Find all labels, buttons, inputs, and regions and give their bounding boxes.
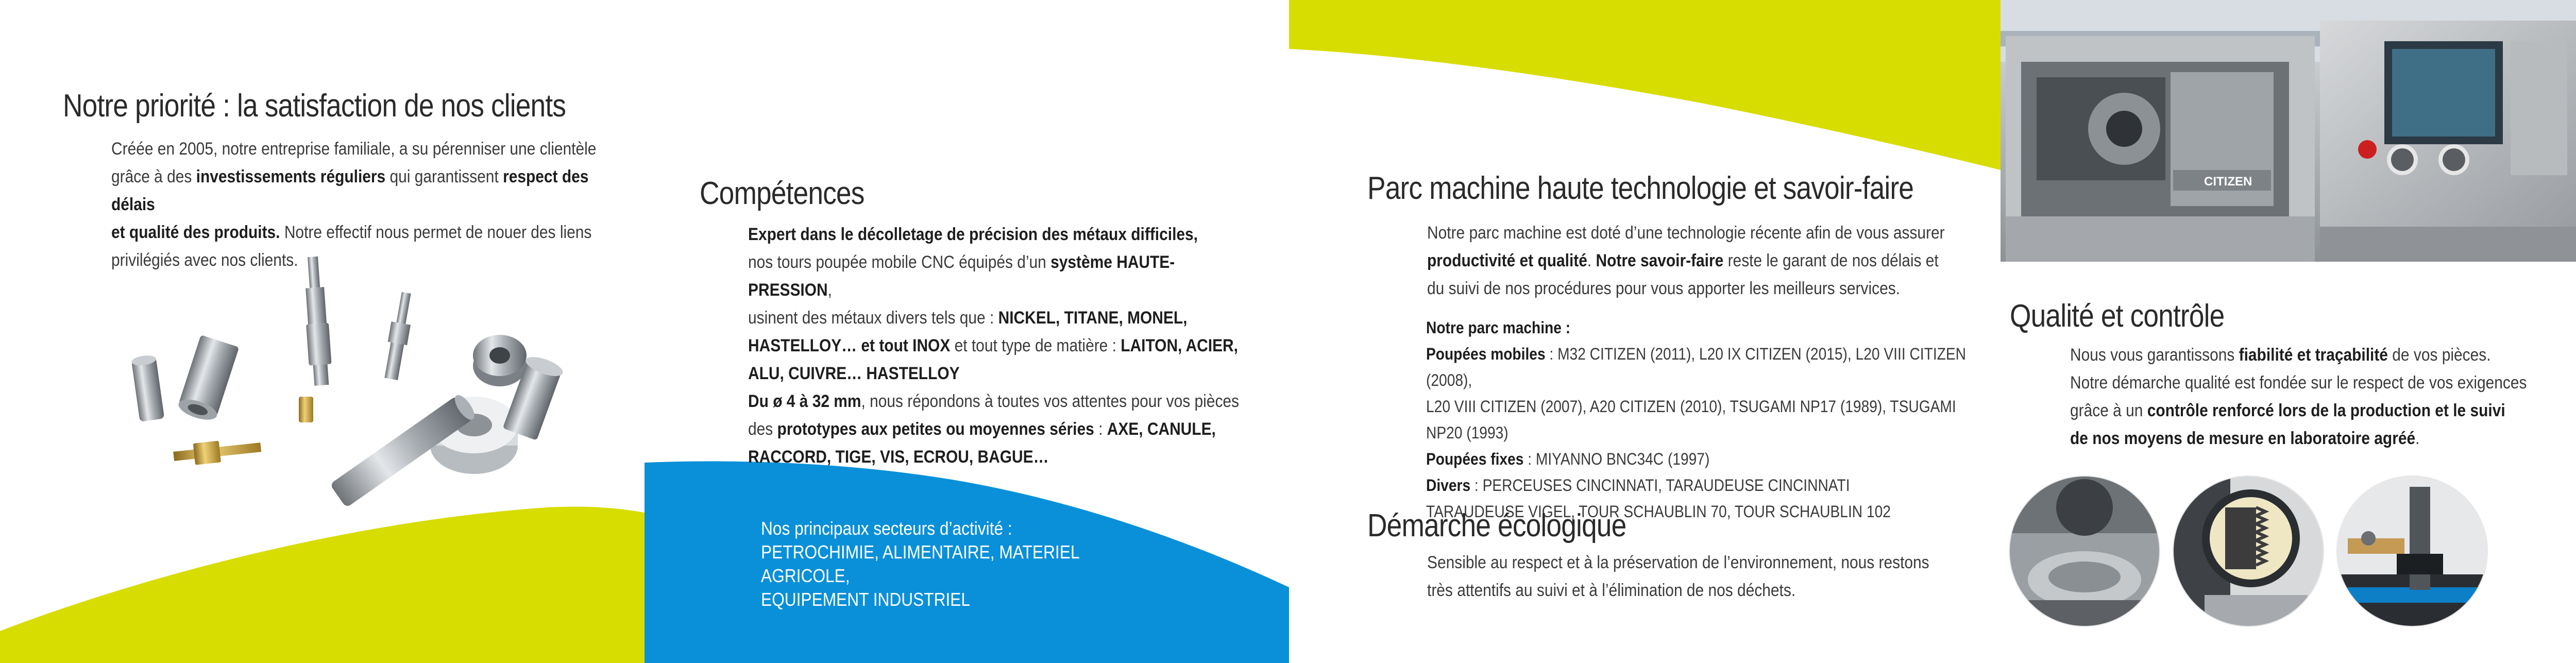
priority-text-run: et qualité des produits. bbox=[111, 223, 280, 242]
quality-text-run: de vos pièces. bbox=[2387, 345, 2491, 365]
skills-line bbox=[748, 304, 1256, 332]
ecology-title: Démarche écologique bbox=[1367, 508, 1626, 543]
panel-quality bbox=[2001, 0, 2576, 663]
quality-text-run: contrôle renforcé lors de la production et le suivi bbox=[2147, 401, 2505, 420]
machines-intro-text-run: reste le garant de nos délais et bbox=[1723, 251, 1939, 270]
ecology-text-run: Sensible au respect et à la préservation de l’environnement, nous restons bbox=[1427, 553, 1929, 572]
machines-intro-text-run: . bbox=[1587, 251, 1596, 270]
quality-text-run: de nos moyens de mesure en laboratoire agréé bbox=[2070, 429, 2416, 448]
machines-intro bbox=[1427, 219, 1962, 302]
priority-text-run: privilégiés avec nos clients. bbox=[111, 250, 298, 270]
priority-text-run: Notre effectif nous permet de nouer des liens bbox=[280, 223, 592, 242]
machine-park-line bbox=[1426, 394, 1993, 446]
ecology-line bbox=[1427, 576, 1962, 604]
machine-park-text-run: Notre parc machine : bbox=[1426, 318, 1571, 337]
priority-line bbox=[111, 135, 628, 163]
skills-text-run: Du ø 4 à 32 mm bbox=[748, 392, 861, 411]
sectors-line-1: PETROCHIMIE, ALIMENTAIRE, MATERIEL AGRICOLE, bbox=[761, 541, 1079, 586]
machines-intro-line bbox=[1427, 247, 1962, 275]
ecology-text-run: très attentifs au suivi et à l’élimination de nos déchets. bbox=[1427, 581, 1796, 600]
skills-text-run: des bbox=[748, 419, 777, 439]
machine-park-text-run: Poupées fixes bbox=[1426, 450, 1524, 468]
sectors-heading: Nos principaux secteurs d’activité : bbox=[761, 518, 1012, 539]
priority-line bbox=[111, 163, 628, 218]
machine-park-text-run: Poupées mobiles bbox=[1426, 345, 1546, 363]
skills-text-run: Expert dans le décolletage de précision des métaux difficiles, bbox=[748, 225, 1198, 244]
machines-intro-text-run: Notre savoir-faire bbox=[1596, 251, 1724, 270]
ecology-text bbox=[1427, 549, 1962, 604]
machine-park-text-run: TARAUDEUSE VIGEL, TOUR SCHAUBLIN 70, TOUR SCHAUBLIN 102 bbox=[1426, 502, 1891, 521]
quality-line bbox=[2070, 397, 2546, 424]
measurement-photo-3 bbox=[2337, 477, 2487, 626]
skills-text-run: et tout type de matière : bbox=[950, 336, 1121, 355]
skills-line bbox=[748, 332, 1256, 360]
machine-park-line bbox=[1426, 446, 1993, 472]
ecology-line bbox=[1427, 549, 1962, 576]
skills-text-run: prototypes aux petites ou moyennes séries bbox=[777, 419, 1094, 439]
machine-park-text-run: : PERCEUSES CINCINNATI, TARAUDEUSE CINCINNATI bbox=[1470, 476, 1850, 495]
quality-line bbox=[2070, 424, 2546, 452]
skills-text-run: usinent des métaux divers tels que : bbox=[748, 308, 998, 328]
quality-text bbox=[2070, 341, 2546, 452]
skills-text-run: , bbox=[827, 280, 832, 300]
quality-line bbox=[2070, 369, 2546, 397]
machine-park-text-run: : M32 CITIZEN (2011), L20 IX CITIZEN (2015), L20 VIII CITIZEN (2008), bbox=[1426, 345, 1966, 389]
skills-line bbox=[748, 360, 1256, 387]
skills-line bbox=[748, 248, 1256, 304]
panel-skills bbox=[645, 0, 1289, 663]
skills-text-run: LAITON, ACIER, bbox=[1121, 336, 1238, 355]
quality-text-run: grâce à un bbox=[2070, 401, 2147, 420]
skills-text bbox=[748, 220, 1256, 471]
sectors-text bbox=[761, 517, 1169, 611]
machine-park-text-run: : MIYANNO BNC34C (1997) bbox=[1523, 450, 1710, 468]
machines-intro-line bbox=[1427, 219, 1962, 247]
skills-text-run: HASTELLOY… et tout INOX bbox=[748, 336, 951, 355]
skills-text-run: ALU, CUIVRE… HASTELLOY bbox=[748, 364, 960, 383]
sectors-line-2: EQUIPEMENT INDUSTRIEL bbox=[761, 589, 971, 610]
quality-text-run: fiabilité et traçabilité bbox=[2239, 345, 2388, 365]
skills-text-run: AXE, CANULE, bbox=[1107, 419, 1216, 439]
citizen-brand-label: CITIZEN bbox=[2204, 175, 2252, 189]
machined-parts-image bbox=[103, 242, 567, 531]
panel-machines bbox=[1289, 0, 2001, 663]
measurement-photo-2 bbox=[2174, 477, 2323, 626]
machine-park-text-run: L20 VIII CITIZEN (2007), A20 CITIZEN (2010), TSUGAMI NP17 (1989), TSUGAMI NP20 (1993) bbox=[1426, 397, 1956, 442]
skills-line bbox=[748, 443, 1256, 471]
machines-intro-text-run: du suivi de nos procédures pour vous apporter les meilleurs services. bbox=[1427, 279, 1901, 298]
quality-line bbox=[2070, 341, 2546, 369]
priority-text-run: respect des délais bbox=[111, 167, 589, 214]
machine-park-line bbox=[1426, 315, 1993, 341]
skills-text-run: : bbox=[1094, 419, 1107, 439]
quality-text-run: . bbox=[2415, 429, 2420, 448]
cnc-machine-photo bbox=[2001, 0, 2576, 262]
machine-park-line bbox=[1426, 472, 1993, 499]
panel-priority bbox=[0, 0, 645, 663]
skills-text-run: système HAUTE-PRESSION bbox=[748, 252, 1175, 300]
quality-text-run: Nous vous garantissons bbox=[2070, 345, 2239, 365]
priority-text-run: investissements réguliers bbox=[196, 167, 386, 186]
skills-title: Compétences bbox=[700, 176, 865, 211]
skills-text-run: nos tours poupée mobile CNC équipés d’un bbox=[748, 252, 1051, 272]
measurement-photo-1 bbox=[2010, 477, 2159, 626]
machines-title: Parc machine haute technologie et savoir-faire bbox=[1367, 171, 1914, 206]
machine-park-line bbox=[1426, 341, 1993, 394]
skills-line bbox=[748, 387, 1256, 415]
priority-text-run: Créée en 2005, notre entreprise familiale, a su pérenniser une clientèle bbox=[111, 139, 597, 159]
skills-text-run: , nous répondons à toutes vos attentes pour vos pièces bbox=[861, 392, 1239, 411]
priority-text-run: qui garantissent bbox=[385, 167, 503, 186]
skills-line bbox=[748, 415, 1256, 443]
skills-text-run: NICKEL, TITANE, MONEL, bbox=[998, 308, 1188, 328]
quality-text-run: Notre démarche qualité est fondée sur le respect de vos exigences bbox=[2070, 373, 2527, 393]
machines-intro-line bbox=[1427, 275, 1962, 302]
priority-text-run: grâce à des bbox=[111, 167, 196, 186]
skills-line bbox=[748, 220, 1256, 248]
machines-intro-text-run: productivité et qualité bbox=[1427, 251, 1587, 270]
priority-title: Notre priorité : la satisfaction de nos clients bbox=[63, 88, 566, 124]
machine-park-text-run: Divers bbox=[1426, 476, 1471, 495]
machines-intro-text-run: Notre parc machine est doté d’une technologie récente afin de vous assurer bbox=[1427, 223, 1945, 243]
machine-park-list bbox=[1426, 315, 1993, 525]
quality-title: Qualité et contrôle bbox=[2010, 298, 2225, 334]
skills-text-run: RACCORD, TIGE, VIS, ECROU, BAGUE… bbox=[748, 447, 1049, 467]
